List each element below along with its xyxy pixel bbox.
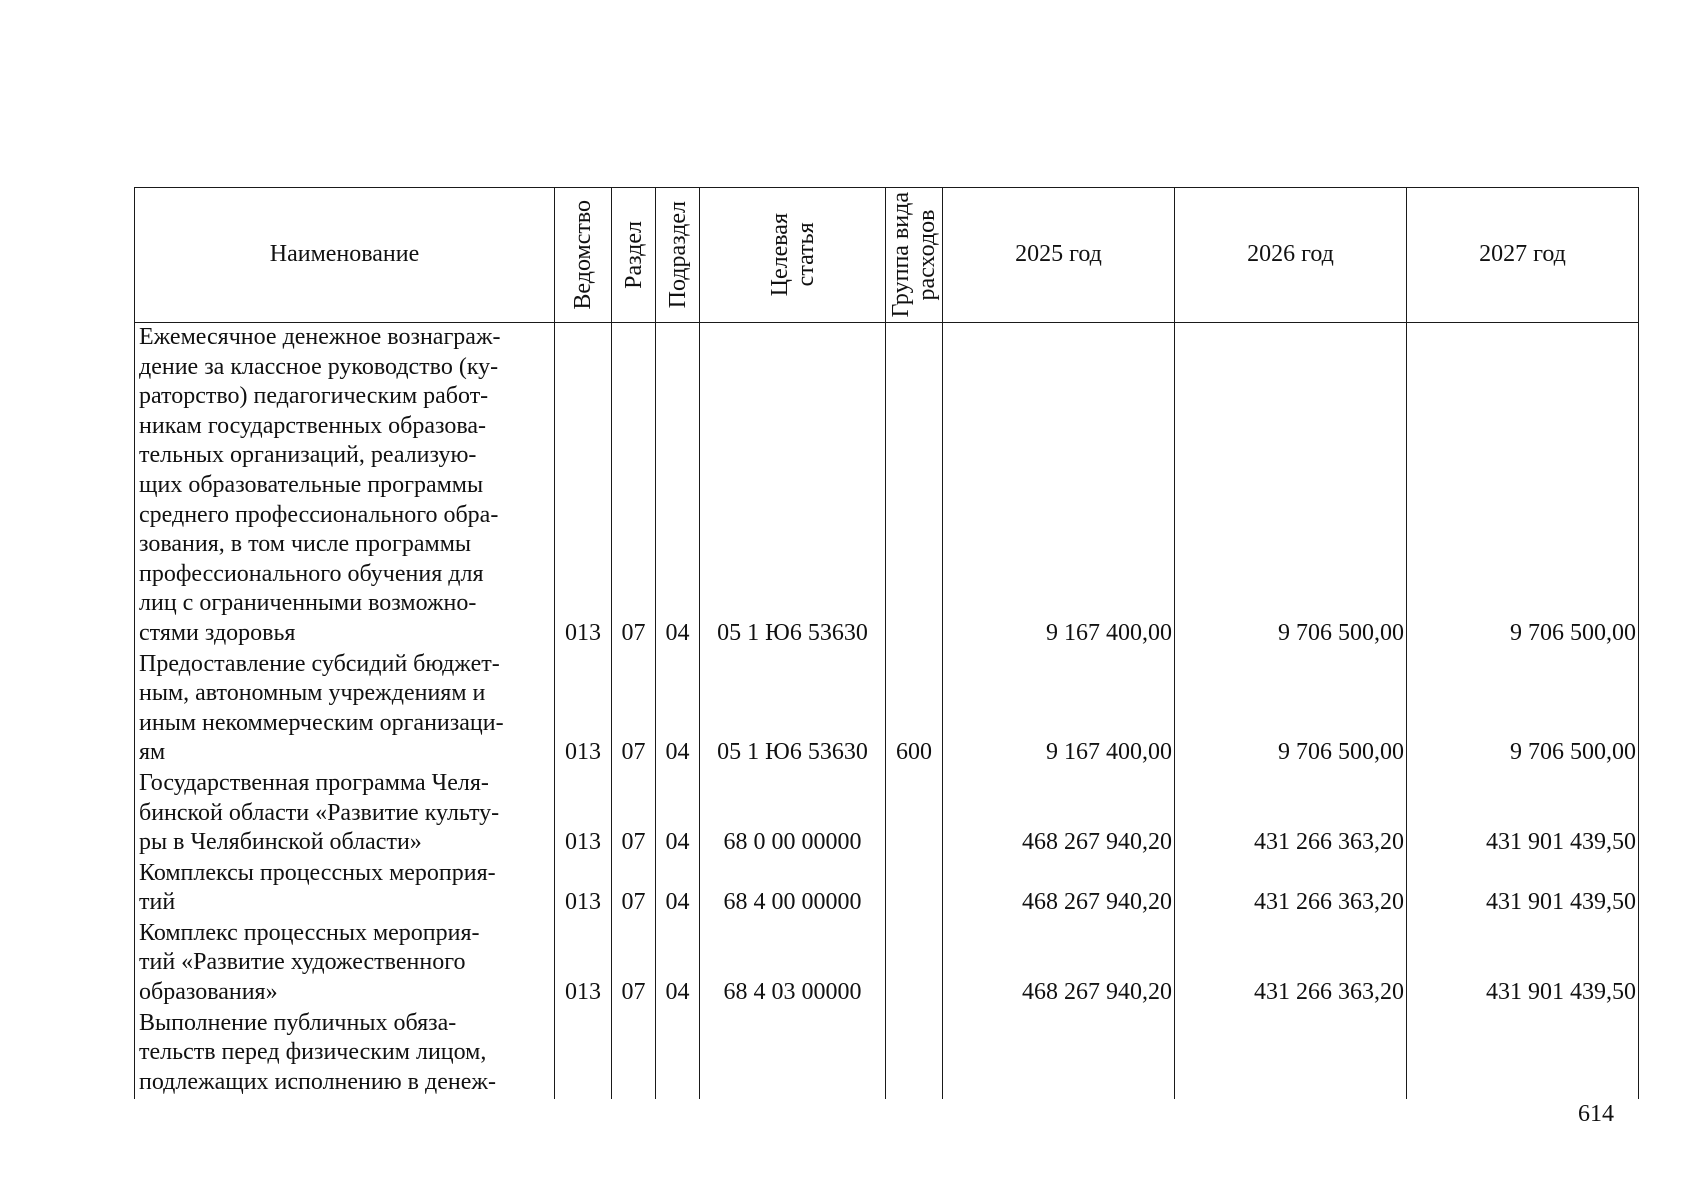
table-row [135, 323, 1639, 650]
table-row [135, 919, 1639, 1009]
row-2025: 9 167 400,00 [943, 323, 1175, 650]
row-tselevaya-statya: 68 0 00 00000 [700, 769, 886, 859]
header-vedomstvo-label: Ведомство [570, 200, 596, 310]
row-2027 [1407, 1009, 1639, 1099]
row-razdel [612, 1009, 656, 1099]
row-razdel: 07 [612, 650, 656, 769]
row-gruppa [886, 919, 943, 1009]
row-gruppa [886, 1009, 943, 1099]
row-name: Комплекс процессных мероприя- тий «Развитие художественного образования» [135, 919, 555, 1009]
row-vedomstvo: 013 [555, 919, 612, 1009]
header-razdel-label: Раздел [620, 221, 647, 289]
header-gruppa-vida-rashodov [886, 188, 943, 323]
header-podrazdel [656, 188, 700, 323]
table-row [135, 859, 1639, 919]
row-2027: 431 901 439,50 [1407, 919, 1639, 1009]
row-podrazdel: 04 [656, 769, 700, 859]
row-name: Выполнение публичных обяза- тельств перед физическим лицом, подлежащих исполнению в денеж- [135, 1009, 555, 1099]
table-row [135, 650, 1639, 769]
row-gruppa [886, 859, 943, 919]
row-tselevaya-statya: 05 1 Ю6 53630 [700, 323, 886, 650]
row-name: Государственная программа Челя- бинской области «Развитие культу- ры в Челябинской области» [135, 769, 555, 859]
row-2025: 468 267 940,20 [943, 769, 1175, 859]
row-2026: 431 266 363,20 [1175, 919, 1407, 1009]
row-podrazdel: 04 [656, 859, 700, 919]
row-tselevaya-statya: 05 1 Ю6 53630 [700, 650, 886, 769]
row-tselevaya-statya [700, 1009, 886, 1099]
row-razdel: 07 [612, 769, 656, 859]
header-gruppa-label: Группа вида расходов [888, 192, 940, 318]
row-gruppa [886, 769, 943, 859]
row-vedomstvo: 013 [555, 769, 612, 859]
row-tselevaya-statya: 68 4 00 00000 [700, 859, 886, 919]
budget-table [134, 187, 1639, 1099]
header-2026: 2026 год [1175, 188, 1407, 323]
row-2027: 9 706 500,00 [1407, 323, 1639, 650]
row-podrazdel: 04 [656, 919, 700, 1009]
page-number: 614 [1578, 1101, 1614, 1127]
row-vedomstvo: 013 [555, 650, 612, 769]
table-row [135, 769, 1639, 859]
table-row [135, 1009, 1639, 1099]
row-podrazdel [656, 1009, 700, 1099]
row-2026: 9 706 500,00 [1175, 650, 1407, 769]
header-2027: 2027 год [1407, 188, 1639, 323]
row-razdel: 07 [612, 919, 656, 1009]
row-gruppa [886, 323, 943, 650]
row-2025: 9 167 400,00 [943, 650, 1175, 769]
row-2027: 431 901 439,50 [1407, 769, 1639, 859]
header-vedomstvo [555, 188, 612, 323]
row-vedomstvo: 013 [555, 323, 612, 650]
header-2025: 2025 год [943, 188, 1175, 323]
row-2026: 431 266 363,20 [1175, 769, 1407, 859]
row-podrazdel: 04 [656, 323, 700, 650]
row-name: Ежемесячное денежное вознаграж- дение за классное руководство (ку- раторство) педагогическим работ- никам государственных образова- тельных организаций, реализую- щих образовательные программы среднего профессионального обра- зования, в том числе программы профессионального обучения для лиц с ограниченными возможно- стями здоровья [135, 323, 555, 650]
row-vedomstvo: 013 [555, 859, 612, 919]
header-podrazdel-label: Подраздел [664, 201, 691, 309]
row-name: Комплексы процессных мероприя- тий [135, 859, 555, 919]
header-razdel [612, 188, 656, 323]
header-tselevaya-statya [700, 188, 886, 323]
table-header-row [135, 188, 1639, 323]
row-2027: 431 901 439,50 [1407, 859, 1639, 919]
row-tselevaya-statya: 68 4 03 00000 [700, 919, 886, 1009]
row-vedomstvo [555, 1009, 612, 1099]
row-2026 [1175, 1009, 1407, 1099]
row-name: Предоставление субсидий бюджет- ным, автономным учреждениям и иным некоммерческим организаци- ям [135, 650, 555, 769]
row-podrazdel: 04 [656, 650, 700, 769]
row-gruppa: 600 [886, 650, 943, 769]
row-razdel: 07 [612, 323, 656, 650]
row-2025 [943, 1009, 1175, 1099]
row-2027: 9 706 500,00 [1407, 650, 1639, 769]
row-2025: 468 267 940,20 [943, 919, 1175, 1009]
header-tselevaya-statya-label: Целевая статья [766, 213, 819, 297]
row-razdel: 07 [612, 859, 656, 919]
row-2026: 431 266 363,20 [1175, 859, 1407, 919]
row-2025: 468 267 940,20 [943, 859, 1175, 919]
header-name: Наименование [135, 188, 555, 323]
row-2026: 9 706 500,00 [1175, 323, 1407, 650]
